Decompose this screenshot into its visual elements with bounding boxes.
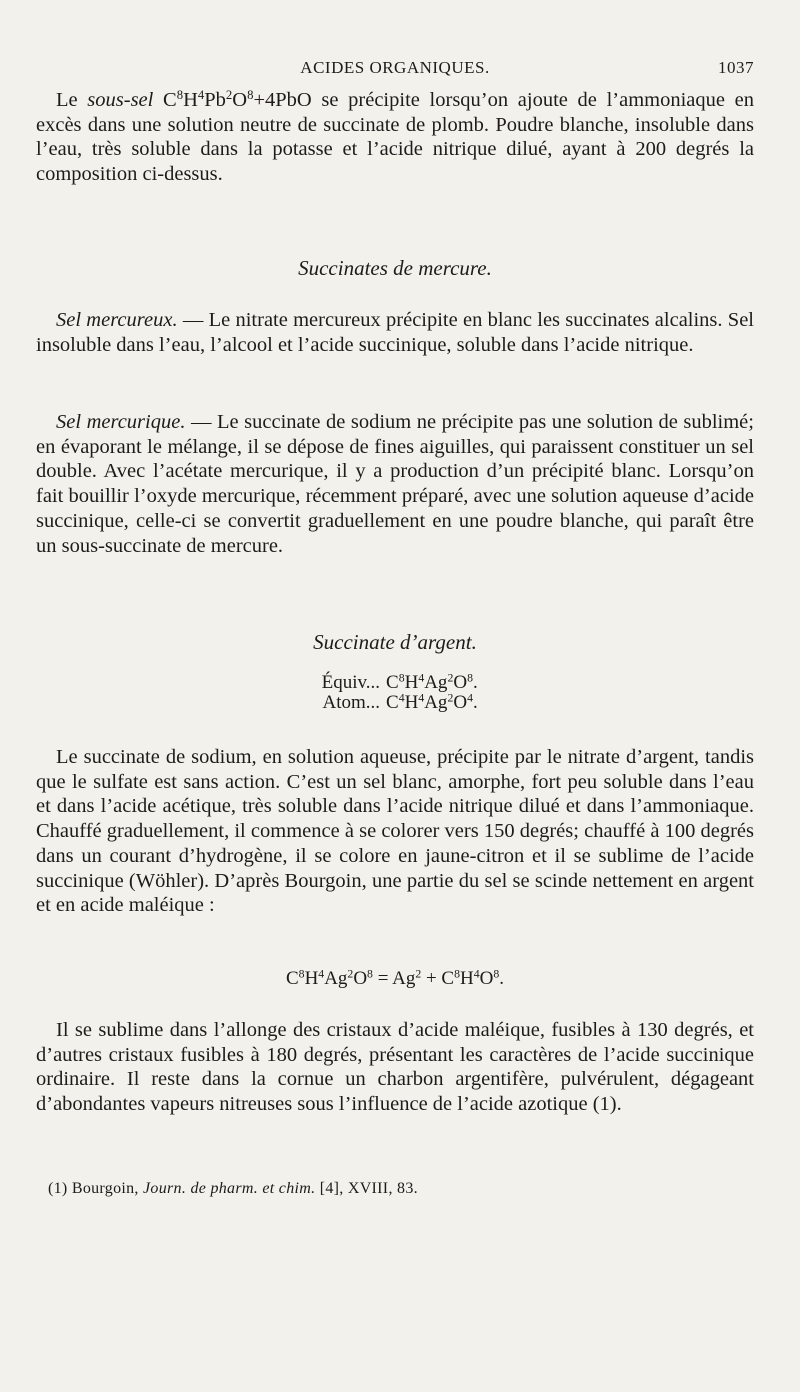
footnote-ref: [4], XVIII, 83. <box>315 1180 418 1197</box>
footnote-journal: Journ. de pharm. et chim. <box>143 1180 316 1197</box>
equiv-formula: $C^8H^4Ag^2O^8$. <box>386 671 478 693</box>
paragraph-succinate-argent <box>36 745 754 918</box>
footnote-author: Bourgoin, <box>67 1180 144 1197</box>
p2-body: — Le nitrate mercureux précipite en blanc les succinates alcalins. Sel insoluble dans l’eau, l’alcool et l’acide succinique, soluble dans l’acide nitrique. <box>36 309 754 356</box>
p1-body: se précipite lorsqu’on ajoute de l’ammoniaque en excès dans une solution neutre de succinate de plomb. Poudre blanche, insoluble dans l’eau, très soluble dans la potasse et l’acide nitrique dilué, ayant à 200 degrés la composition ci-dessus. <box>36 89 755 186</box>
p1-formula: $C^8H^4Pb^2O^8+4PbO$ <box>163 88 312 111</box>
paragraph-sel-mercureux <box>36 308 754 357</box>
footnote-marker: (1) <box>48 1180 68 1197</box>
paragraph-sous-sel <box>36 88 754 187</box>
paragraph-sel-mercurique <box>36 410 754 558</box>
page-number: 1037 <box>718 58 754 77</box>
p1-lead: Le <box>56 89 88 111</box>
heading-succinate-d-argent: Succinate d’argent. <box>313 630 477 654</box>
equiv-label: Équiv... <box>321 672 380 693</box>
page-header <box>36 58 754 82</box>
chemical-equation: $C^8H^4Ag^2O^8 = Ag^2 + C^8H^4O^8$. <box>285 967 504 989</box>
p3-term: Sel mercurique. <box>56 411 186 433</box>
heading-succinates-de-mercure: Succinates de mercure. <box>298 256 492 280</box>
p3-body: — Le succinate de sodium ne précipite pas une solution de sublimé; en évaporant le mélange, il se dépose de fines aiguilles, qui paraissent constituer un sel double. Avec l’acétate mercurique, il y a production d’un précipité blanc. Lorsqu’on fait bouillir l’oxyde mercurique, récemment préparé, avec une solution aqueuse d’acide succinique, celle-ci se convertit graduellement en une poudre blanche, qui paraît être un sous-succinate de mercure. <box>36 411 754 557</box>
formula-table <box>292 673 478 713</box>
p2-term: Sel mercureux. <box>56 309 178 331</box>
atom-formula: $C^4H^4Ag^2O^4$. <box>386 691 478 713</box>
running-title: ACIDES ORGANIQUES. <box>300 58 490 77</box>
p5-body: Il se sublime dans l’allonge des cristaux d’acide maléique, fusibles à 130 degrés, et d’autres cristaux fusibles à 180 degrés, présentant les caractères de l’acide succinique ordinaire. Il reste dans la cornue un charbon argentifère, pulvérulent, dégageant d’abondantes vapeurs nitreuses sous l’influence de l’acide azotique (1). <box>36 1019 754 1116</box>
footnote <box>48 1180 418 1198</box>
formula-row-equiv <box>292 673 478 693</box>
paragraph-sublimation <box>36 1018 754 1117</box>
p1-term: sous-sel <box>87 89 154 111</box>
p4-body: Le succinate de sodium, en solution aqueuse, précipite par le nitrate d’argent, tandis que le sulfate est sans action. C’est un sel blanc, amorphe, fort peu soluble dans l’eau et dans l’acide acétique, très soluble dans l’acide nitrique dilué et dans l’ammoniaque. Chauffé graduellement, il commence à se colorer vers 150 degrés; chauffé à 100 degrés dans un courant d’hydrogène, il se colore en jaune-citron et il se sublime de l’acide succinique (Wöhler). D’après Bourgoin, une partie du sel se scinde nettement en argent et en acide maléique : <box>36 746 754 917</box>
formula-row-atom <box>292 693 478 713</box>
atom-label: Atom... <box>322 692 380 713</box>
